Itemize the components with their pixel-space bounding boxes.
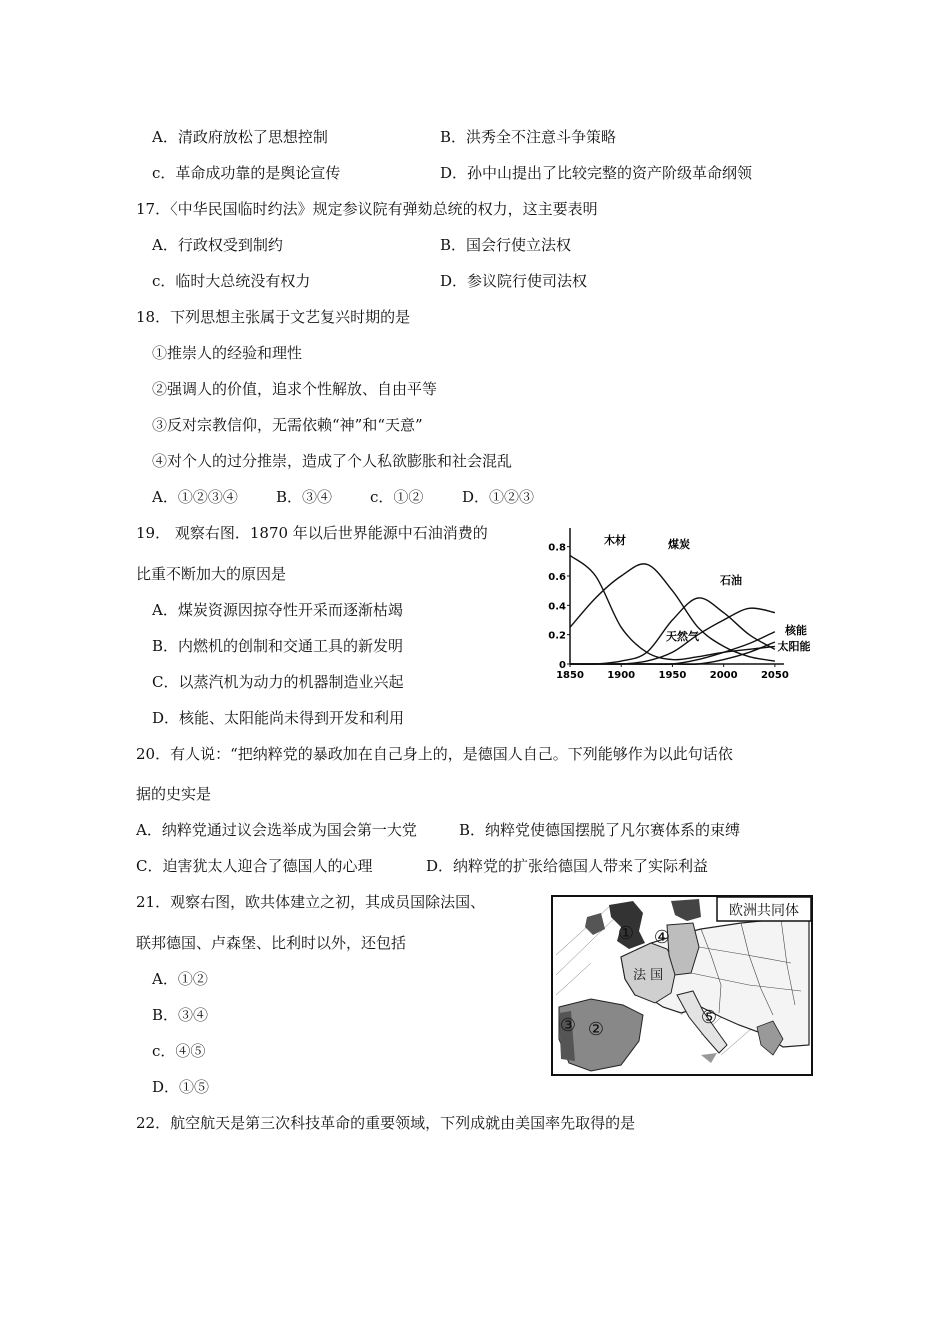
q20-option-b: B．纳粹党使德国摆脱了凡尔赛体系的束缚 xyxy=(459,821,741,839)
chart-x-tick-label: 1850 xyxy=(556,670,584,681)
map-marker-2: ② xyxy=(587,1019,605,1040)
q20-option-a: A．纳粹党通过议会选举成为国会第一大党 xyxy=(136,821,417,839)
q16-option-c: c．革命成功靠的是舆论宣传 xyxy=(152,164,341,182)
chart-y-tick-label: 0.2 xyxy=(548,630,566,642)
europe-map xyxy=(551,895,813,1076)
q21-stem-line1: 21．观察右图，欧共体建立之初，其成员国除法国、 xyxy=(136,893,486,911)
q18-item-2: ②强调人的价值，追求个性解放、自由平等 xyxy=(152,380,438,398)
q16-option-d: D．孙中山提出了比较完整的资产阶级革命纲领 xyxy=(440,164,753,182)
q18-option-a: A．①②③④ xyxy=(152,488,238,506)
q21-stem-line2: 联邦德国、卢森堡、比利时以外，还包括 xyxy=(136,934,407,952)
q18-item-3: ③反对宗教信仰，无需依赖“神”和“天意” xyxy=(152,416,423,434)
q20-option-d: D．纳粹党的扩张给德国人带来了实际利益 xyxy=(426,857,709,875)
energy-chart xyxy=(548,522,818,687)
q20-option-c: C．迫害犹太人迎合了德国人的心理 xyxy=(136,857,373,875)
chart-x-tick-label: 1950 xyxy=(658,670,687,681)
q19-stem-line1: 19． 观察右图．1870 年以后世界能源中石油消费的 xyxy=(136,524,488,542)
chart-series-line-0 xyxy=(570,555,775,659)
q18-option-d: D．①②③ xyxy=(462,488,535,506)
map-title: 欧洲共同体 xyxy=(729,903,799,919)
q19-option-b: B．内燃机的创制和交通工具的新发明 xyxy=(152,637,404,655)
chart-series-label-0: 木材 xyxy=(604,534,626,547)
q19-option-a: A．煤炭资源因掠夺性开采而逐渐枯竭 xyxy=(152,601,403,619)
q18-option-c: c．①② xyxy=(370,488,424,506)
q19-option-d: D．核能、太阳能尚未得到开发和利用 xyxy=(152,709,405,727)
chart-x-tick-label: 1900 xyxy=(607,670,636,681)
chart-series-label-2: 石油 xyxy=(720,574,742,587)
q21-option-c: c．④⑤ xyxy=(152,1042,206,1060)
map-marker-4: ④ xyxy=(653,927,671,948)
map-marker-5: ⑤ xyxy=(700,1007,718,1028)
q21-option-a: A．①② xyxy=(152,970,208,988)
energy-chart-svg xyxy=(548,522,818,687)
chart-x-tick-label: 2000 xyxy=(709,670,738,681)
q19-stem-line2: 比重不断加大的原因是 xyxy=(136,565,287,583)
chart-y-tick-label: 0.4 xyxy=(548,601,566,613)
q22-stem: 22．航空航天是第三次科技革命的重要领域，下列成就由美国率先取得的是 xyxy=(136,1114,636,1132)
chart-series-label-5: 太阳能 xyxy=(777,640,811,653)
chart-series-label-3: 天然气 xyxy=(666,630,699,643)
q16-option-a: A．清政府放松了思想控制 xyxy=(152,128,328,146)
q20-stem-line2: 据的史实是 xyxy=(136,785,212,803)
q18-stem: 18．下列思想主张属于文艺复兴时期的是 xyxy=(136,308,411,326)
map-marker-3: ③ xyxy=(559,1015,577,1036)
q17-stem: 17．〈中华民国临时约法》规定参议院有弹劾总统的权力，这主要表明 xyxy=(136,200,598,218)
q18-item-1: ①推崇人的经验和理性 xyxy=(152,344,303,362)
map-label-france: 法 国 xyxy=(633,968,664,983)
chart-series-label-1: 煤炭 xyxy=(668,538,690,551)
map-marker-1: ① xyxy=(617,923,635,944)
q19-option-c: C．以蒸汽机为动力的机器制造业兴起 xyxy=(152,673,404,691)
chart-series-label-4: 核能 xyxy=(785,624,807,637)
q17-option-c: c．临时大总统没有权力 xyxy=(152,272,311,290)
chart-series-line-1 xyxy=(570,564,775,661)
q21-option-d: D．①⑤ xyxy=(152,1078,210,1096)
q17-option-a: A．行政权受到制约 xyxy=(152,236,283,254)
europe-map-svg xyxy=(551,895,813,1076)
q16-option-b: B．洪秀全不注意斗争策略 xyxy=(440,128,617,146)
q17-option-d: D．参议院行使司法权 xyxy=(440,272,588,290)
chart-y-tick-label: 0.6 xyxy=(548,572,566,583)
q20-stem-line1: 20．有人说：“把纳粹党的暴政加在自己身上的，是德国人自己。下列能够作为以此句话依 xyxy=(136,745,733,763)
chart-x-tick-label: 2050 xyxy=(760,670,789,681)
chart-y-tick-label: 0.8 xyxy=(548,542,566,554)
q17-option-b: B．国会行使立法权 xyxy=(440,236,572,254)
q18-item-4: ④对个人的过分推崇，造成了个人私欲膨胀和社会混乱 xyxy=(152,452,513,470)
q18-option-b: B．③④ xyxy=(276,488,333,506)
q21-option-b: B．③④ xyxy=(152,1006,209,1024)
chart-y-tick-label: 0 xyxy=(559,660,566,671)
